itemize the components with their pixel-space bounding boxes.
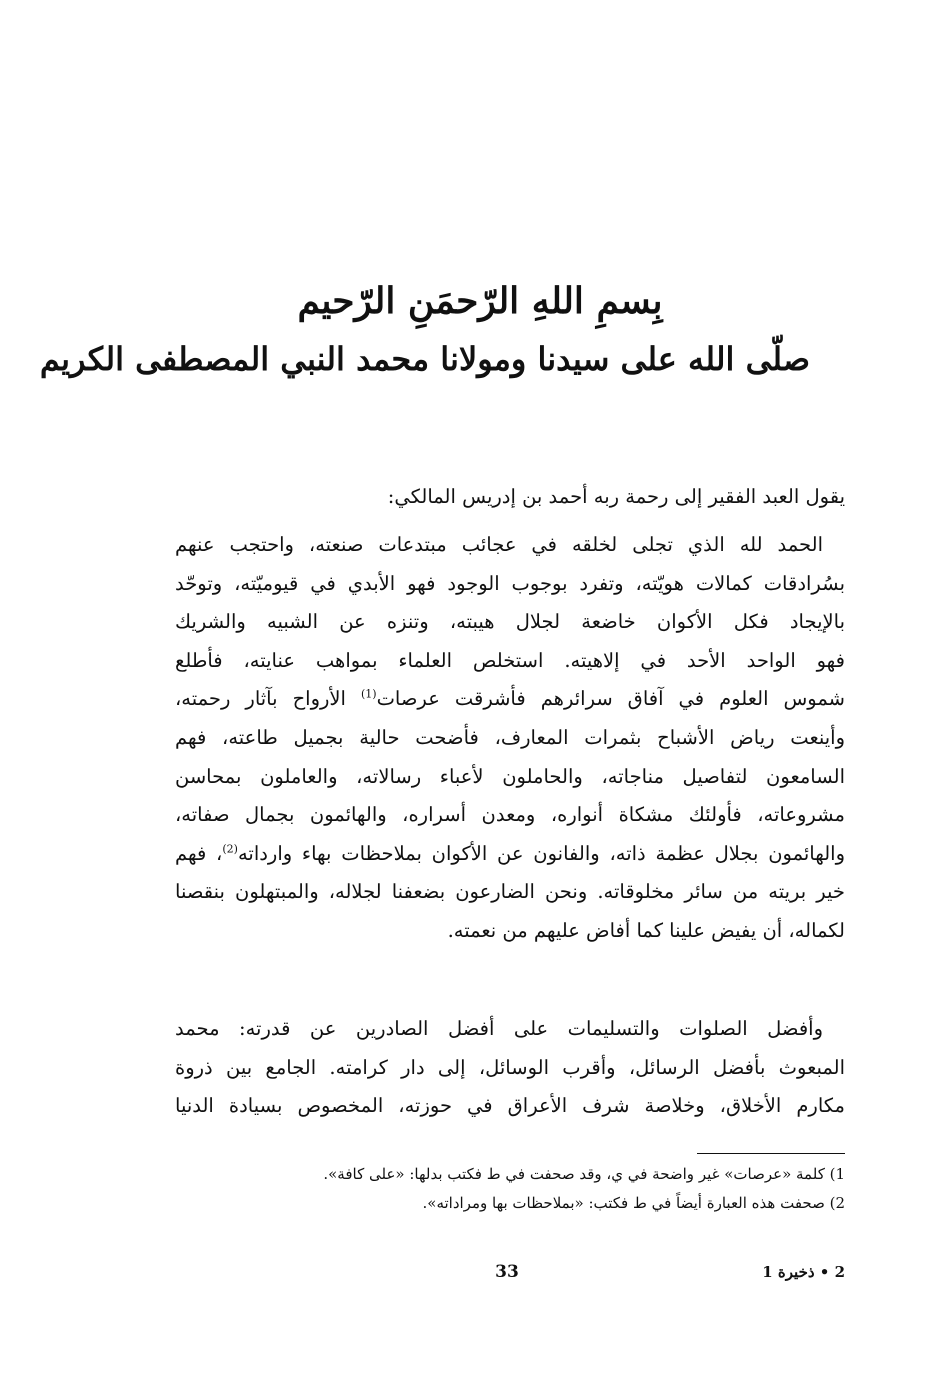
footnote-ref-1: (1) (360, 687, 377, 701)
basmala-heading: بِسمِ اللهِ الرّحمَنِ الرّحيم (297, 280, 663, 322)
paragraph-line-with-note (175, 835, 845, 874)
paragraph-line: خير بريته من سائر مخلوقاته. ونحن الضارعون بضعفنا لجلاله، والمبتهلون بنقصنا (175, 880, 845, 904)
paragraph-line: فهو الواحد الأحد في إلاهيته. استخلص العلماء بمواهب عنايته، فأطلع (175, 648, 845, 672)
paragraph-line: بسُرادقات كمالات هويّته، وتفرد بوجوب الوجود فهو الأبدي في قيوميّته، وتوحّد (175, 571, 845, 595)
footnotes (175, 1160, 845, 1218)
paragraph-line: مشروعاته، فأولئك مشكاة أنواره، ومعدن أسراره، والهائمون بجمال صفاته، (175, 803, 845, 827)
intro-line: يقول العبد الفقير إلى رحمة ربه أحمد بن إدريس المالكي: (387, 485, 845, 508)
salat-heading: صلّى الله على سيدنا ومولانا محمد النبي المصطفى الكريم (39, 340, 810, 378)
line-text: ، فهم (175, 841, 223, 865)
paragraph-2 (175, 1010, 845, 1126)
paragraph-line: وأينعت رياض الأشباح بثمرات المعارف، فأضحت حالية بجميل طاعته، فهم (175, 725, 845, 749)
paragraph-line-with-note (175, 680, 845, 719)
paragraph-line: السامعون لتفاصيل مناجاته، والحاملون لأعباء رسالاته، والعاملون بمحاسن (175, 764, 845, 788)
paragraph-line: لكماله، أن يفيض علينا كما أفاض عليهم من نعمته. (447, 918, 845, 942)
footnote-ref-2: (2) (222, 842, 238, 856)
signature-mark: 2 • ذخيرة 1 (762, 1263, 845, 1281)
line-text: الأرواح بآثار رحمته، (175, 687, 346, 711)
line-text: شموس العلوم في آفاق سرائرهم فأشرقت عرصات (376, 687, 845, 711)
footnote-2: 2) صحفت هذه العبارة أيضاً في ط فكتب: «بملاحظات بها ومراداته». (422, 1194, 845, 1212)
paragraph-line: وأفضل الصلوات والتسليمات على أفضل الصادرين عن قدرته: محمد (175, 1017, 823, 1040)
paragraph-line: بالإيجاد فكل الأكوان خاضعة لجلال هيبته، وتنزه عن الشبيه والشريك (175, 610, 845, 634)
paragraph-line: الحمد لله الذي تجلى لخلقه في عجائب مبتدعات صنعته، واحتجب عنهم (175, 533, 823, 556)
footnote-1: 1) كلمة «عرصات» غير واضحة في ي، وقد صحفت في ط فكتب بدلها: «على كافة». (323, 1165, 845, 1183)
paragraph-1 (175, 526, 845, 951)
footnote-divider (697, 1153, 845, 1154)
page-number: 33 (495, 1262, 519, 1282)
paragraph-line: المبعوث بأفضل الرسائل، وأقرب الوسائل، إلى دار كرامته. الجامع بين ذروة (175, 1055, 845, 1079)
paragraph-line: مكارم الأخلاق، وخلاصة شرف الأعراق في حوزته، المخصوص بسيادة الدنيا (175, 1094, 845, 1118)
line-text: والهائمون بجلال عظمة ذاته، والفانون عن الأكوان بملاحظات بهاء وارداته (237, 841, 845, 865)
